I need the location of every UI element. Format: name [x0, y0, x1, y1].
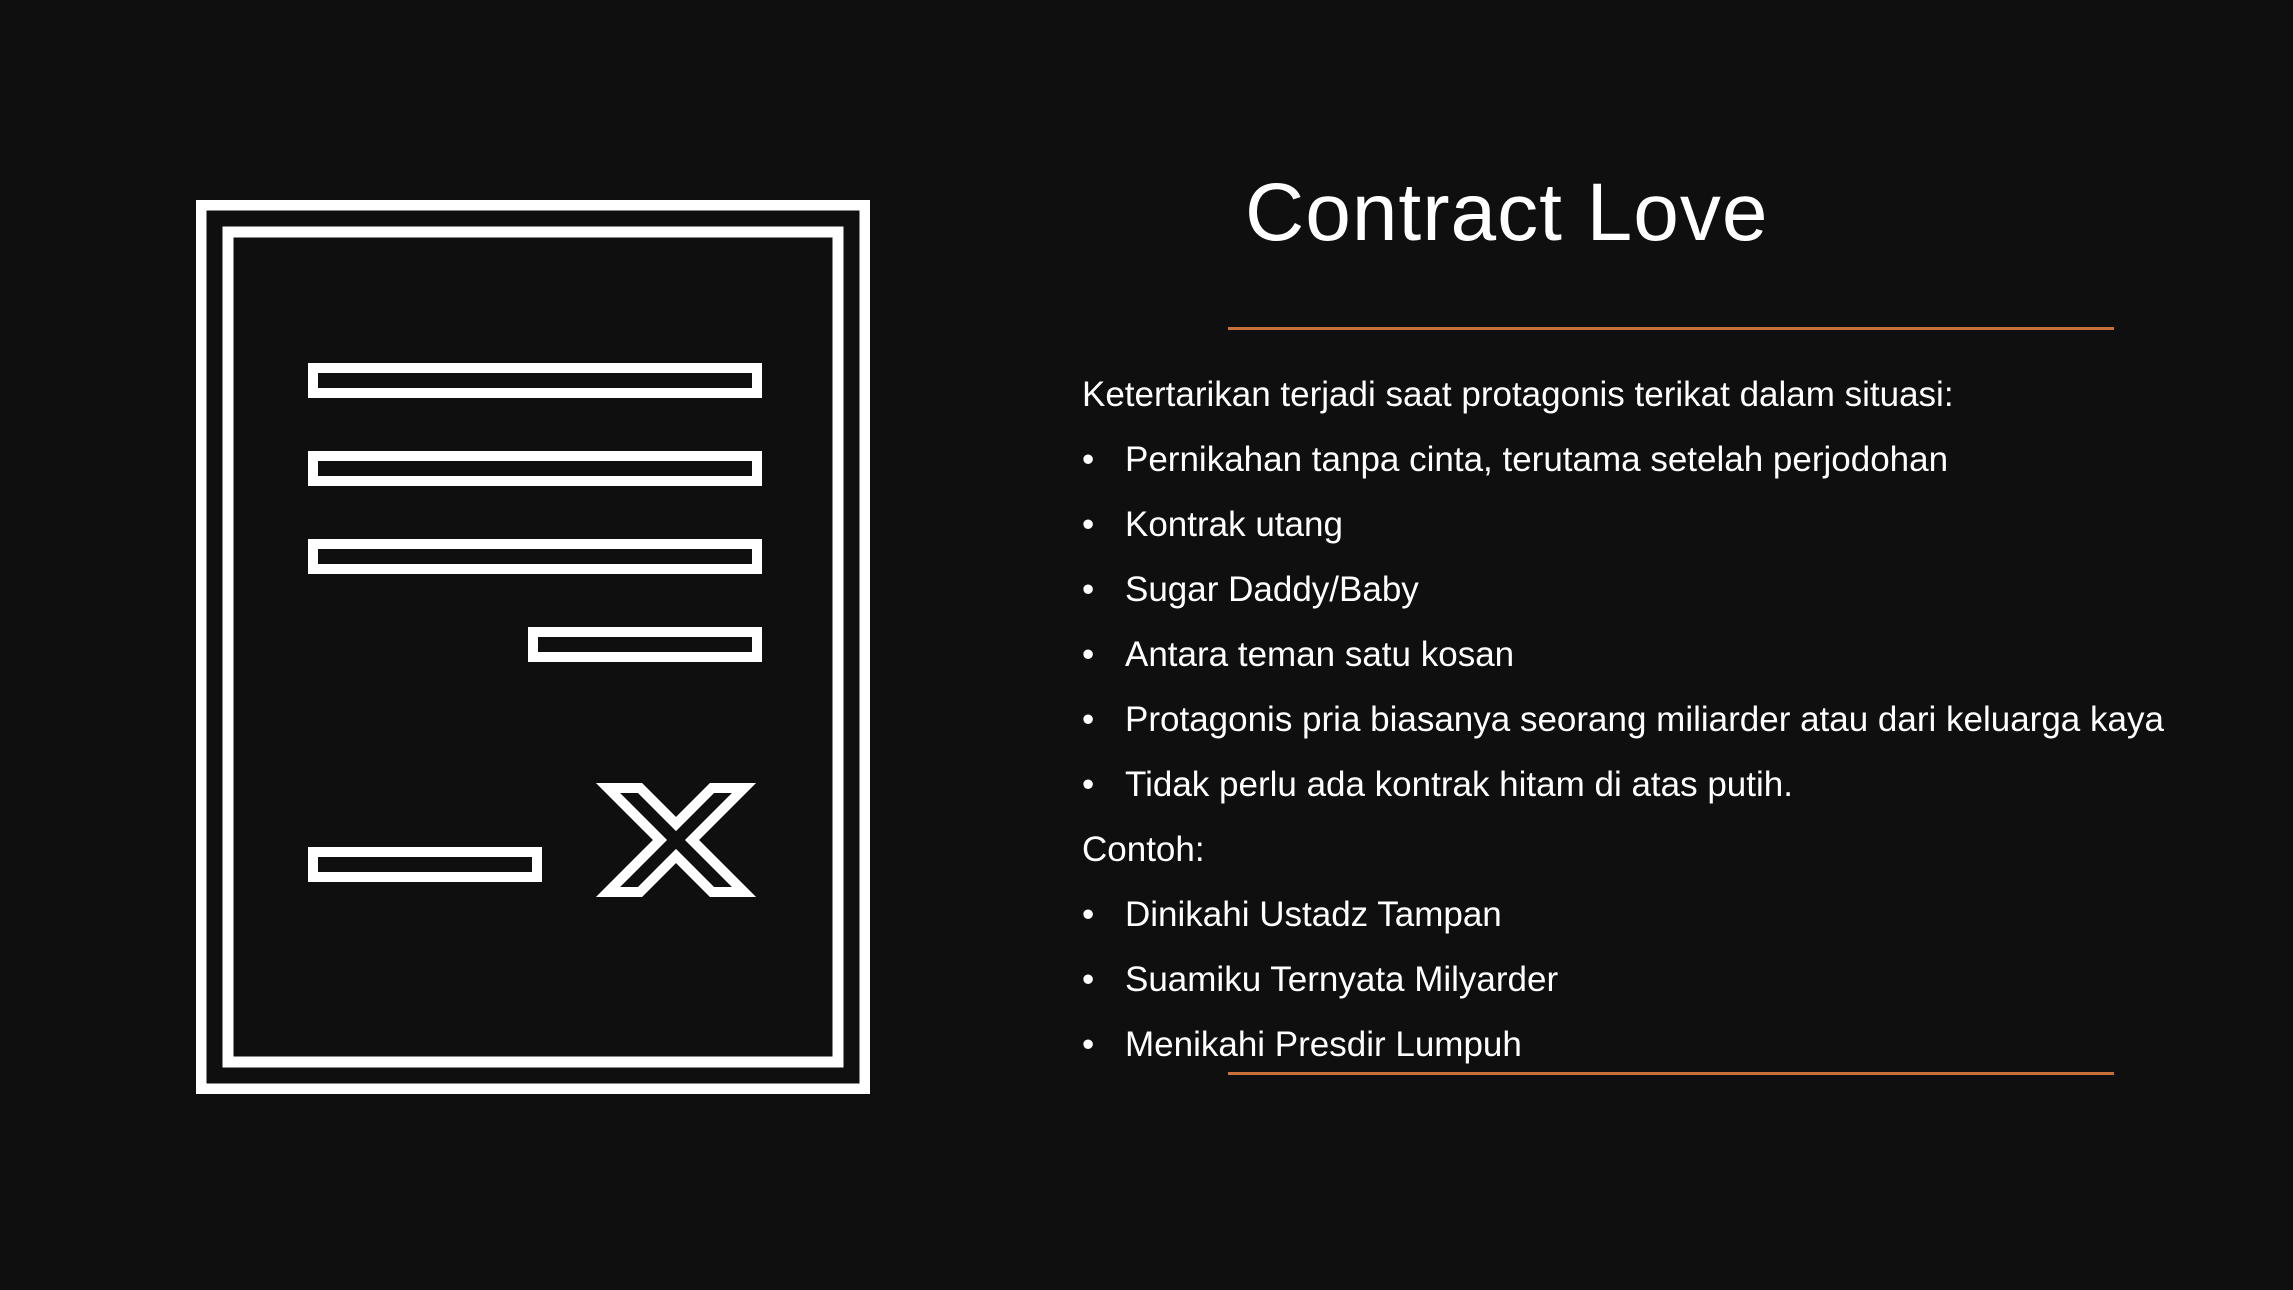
bullet-icon: • — [1082, 765, 1095, 804]
intro-text: Ketertarikan terjadi saat protagonis terikat dalam situasi: — [1082, 375, 1954, 414]
examples-heading: Contoh: — [1082, 830, 1205, 869]
bullet-icon: • — [1082, 635, 1095, 674]
slide-body — [1082, 362, 2262, 1077]
list-item — [1082, 752, 2262, 817]
example-item — [1082, 1012, 2262, 1077]
bullet-icon: • — [1082, 895, 1095, 934]
bullet-icon: • — [1082, 570, 1095, 609]
list-item — [1082, 492, 2262, 557]
example-item-text: Menikahi Presdir Lumpuh — [1125, 1025, 1522, 1064]
list-item-text: Pernikahan tanpa cinta, terutama setelah perjodohan — [1125, 440, 1949, 479]
list-item-text: Sugar Daddy/Baby — [1125, 570, 1419, 609]
bottom-divider — [1228, 1072, 2114, 1075]
list-item — [1082, 622, 2262, 687]
title-divider — [1228, 327, 2114, 330]
example-item — [1082, 947, 2262, 1012]
example-item — [1082, 882, 2262, 947]
list-item-text: Tidak perlu ada kontrak hitam di atas putih. — [1125, 765, 1793, 804]
list-item-text: Kontrak utang — [1125, 505, 1343, 544]
list-item — [1082, 687, 2262, 752]
list-item-text: Antara teman satu kosan — [1125, 635, 1515, 674]
list-item-text: Protagonis pria biasanya seorang miliarder atau dari keluarga kaya — [1125, 700, 2164, 739]
bullet-icon: • — [1082, 440, 1095, 479]
example-item-text: Dinikahi Ustadz Tampan — [1125, 895, 1502, 934]
bullet-icon: • — [1082, 505, 1095, 544]
bullet-icon: • — [1082, 700, 1095, 739]
example-item-text: Suamiku Ternyata Milyarder — [1125, 960, 1559, 999]
bullet-icon: • — [1082, 1025, 1095, 1064]
list-item — [1082, 427, 2262, 492]
slide-title: Contract Love — [1245, 167, 1769, 258]
contract-document-with-x-icon — [196, 200, 870, 1094]
list-item — [1082, 557, 2262, 622]
bullet-icon: • — [1082, 960, 1095, 999]
